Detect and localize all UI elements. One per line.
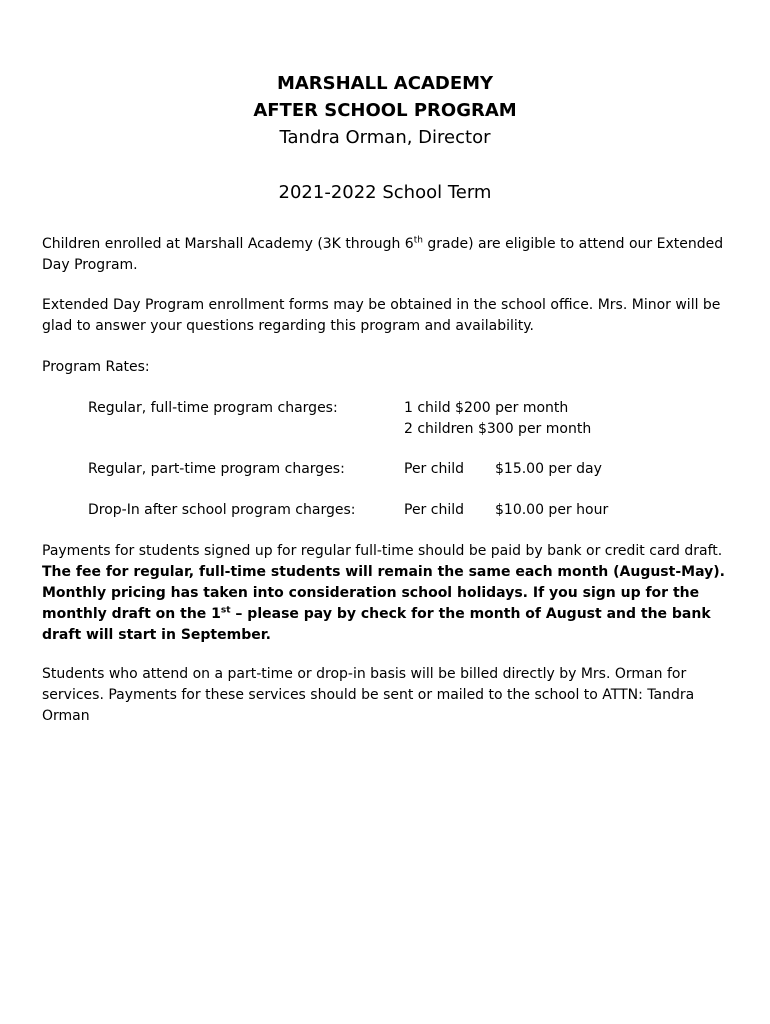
rates-heading: Program Rates: — [42, 359, 150, 375]
drop-in-label: Drop-In after school program charges: — [88, 502, 356, 518]
intro-paragraph — [42, 234, 732, 276]
school-name: MARSHALL ACADEMY — [276, 73, 494, 94]
school-term: 2021-2022 School Term — [278, 182, 492, 203]
payments-paragraph — [42, 541, 732, 646]
document-header — [0, 70, 770, 151]
payments-text: Payments for students signed up for regular full-time should be paid by bank or credit card draft. — [42, 543, 723, 559]
intro-text-1: Children enrolled at Marshall Academy (3K through 6 — [42, 236, 414, 252]
payments-policy-2: – please pay by check for the month of August and the bank draft will start in September. — [42, 606, 711, 643]
intro-text-2: grade) are eligible to attend our Extended Day Program. — [42, 236, 724, 273]
full-time-label: Regular, full-time program charges: — [88, 400, 338, 416]
drop-in-unit: Per child — [404, 502, 464, 518]
enrollment-paragraph: Extended Day Program enrollment forms may be obtained in the school office. Mrs. Minor will be glad to answer your questions regarding this program and availability. — [42, 297, 721, 334]
director-line: Tandra Orman, Director — [279, 127, 491, 148]
part-time-price: $15.00 per day — [495, 461, 602, 477]
payments-superscript: st — [220, 605, 231, 616]
part-time-label: Regular, part-time program charges: — [88, 461, 345, 477]
full-time-price-2: 2 children $300 per month — [404, 421, 592, 437]
intro-superscript: th — [413, 235, 423, 246]
part-time-unit: Per child — [404, 461, 464, 477]
billing-paragraph: Students who attend on a part-time or drop-in basis will be billed directly by Mrs. Orman for services. Payments for these services should be sent or mailed to the school to ATTN: Tandra Orman — [42, 666, 695, 724]
full-time-prices — [404, 398, 591, 440]
program-name: AFTER SCHOOL PROGRAM — [253, 100, 517, 121]
payments-policy-1: The fee for regular, full-time students will remain the same each month (August-May). Monthly pricing has taken into consideration school holidays. If you sign up for the monthly draft on the 1 — [42, 564, 725, 622]
drop-in-price: $10.00 per hour — [495, 502, 609, 518]
full-time-price-1: 1 child $200 per month — [404, 400, 569, 416]
